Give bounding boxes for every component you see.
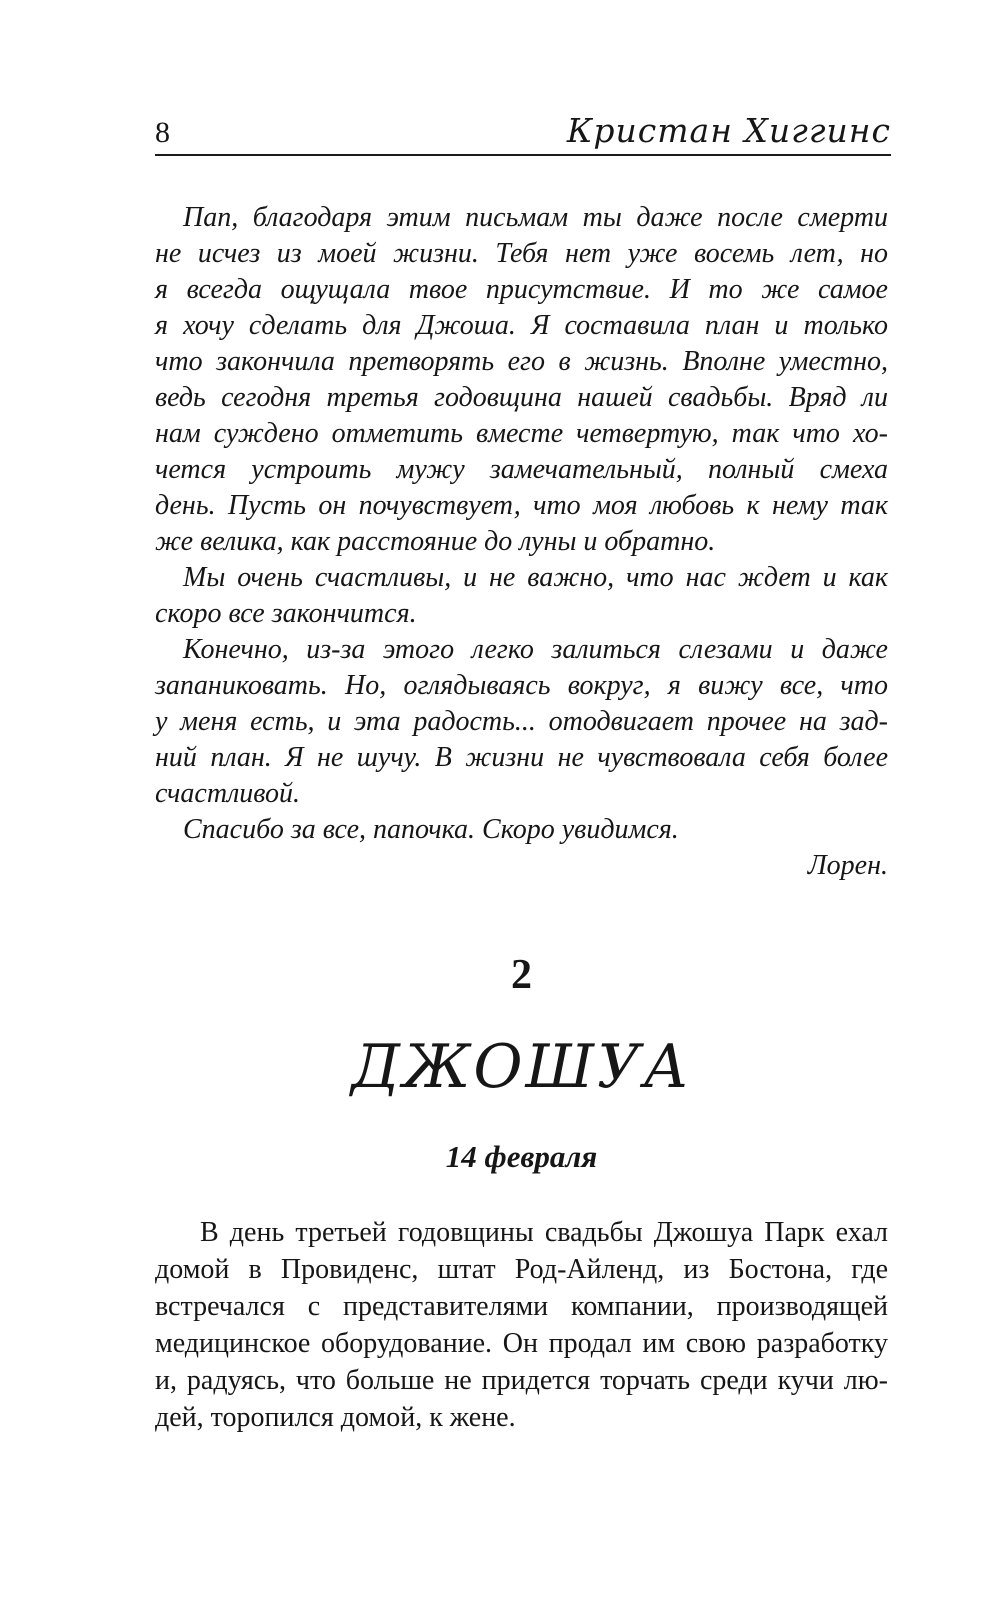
text-line: скоро все закончится. [155,598,417,629]
text-line: запаниковать. Но, оглядываясь вокруг, я вижу все, что [155,670,888,701]
running-header-author: Кристан Хиггинс [566,111,891,150]
chapter-title: ДЖОШУА [351,1032,692,1102]
running-header [155,112,891,156]
text-line: счастливой. [155,778,301,809]
chapter-number: 2 [511,952,532,998]
letter-paragraph [155,812,888,848]
text-line: я всегда ощущала твое присутствие. И то же самое [155,274,888,305]
text-line: чется устроить мужу замечательный, полный смеха [155,454,888,485]
text-line: медицинское оборудование. Он продал им свою разработку [155,1328,888,1359]
text-line: не исчез из моей жизни. Тебя нет уже восемь лет, но [155,238,888,269]
letter-signature: Лорен. [807,850,888,881]
text-line: Конечно, из-за этого легко залиться слезами и даже [183,634,888,665]
text-line: что закончила претворять его в жизнь. Вполне уместно, [155,346,888,377]
letter-paragraph [155,632,888,812]
text-line: день. Пусть он почувствует, что моя любовь к нему так [155,490,888,521]
body-paragraph [155,1214,888,1436]
text-line: ний план. Я не шучу. В жизни не чувствовала себя более [155,742,888,773]
text-line: дей, торопился домой, к жене. [155,1402,516,1433]
text-line: у меня есть, и эта радость... отодвигает прочее на зад- [155,706,888,737]
letter-block [155,200,888,884]
text-line: нам суждено отметить вместе четвертую, так что хо- [155,418,888,449]
text-line: Спасибо за все, папочка. Скоро увидимся. [183,814,679,845]
text-line: я хочу сделать для Джоша. Я составила план и только [155,310,888,341]
text-line: и, радуясь, что больше не придется торчать среди кучи лю- [155,1365,888,1396]
text-line: ведь сегодня третья годовщина нашей свадьбы. Вряд ли [155,382,888,413]
chapter-date: 14 февраля [445,1139,598,1174]
text-line: Мы очень счастливы, и не важно, что нас ждет и как [183,562,888,593]
letter-paragraph [155,200,888,560]
text-line: В день третьей годовщины свадьбы Джошуа Парк ехал [200,1217,888,1248]
text-line: же велика, как расстояние до луны и обратно. [155,526,716,557]
letter-paragraph [155,560,888,632]
text-line: Пап, благодаря этим письмам ты даже после смерти [183,202,888,233]
page-number: 8 [155,116,170,149]
text-line: домой в Провиденс, штат Род-Айленд, из Бостона, где [155,1254,888,1285]
text-line: встречался с представителями компании, производящей [155,1291,888,1322]
